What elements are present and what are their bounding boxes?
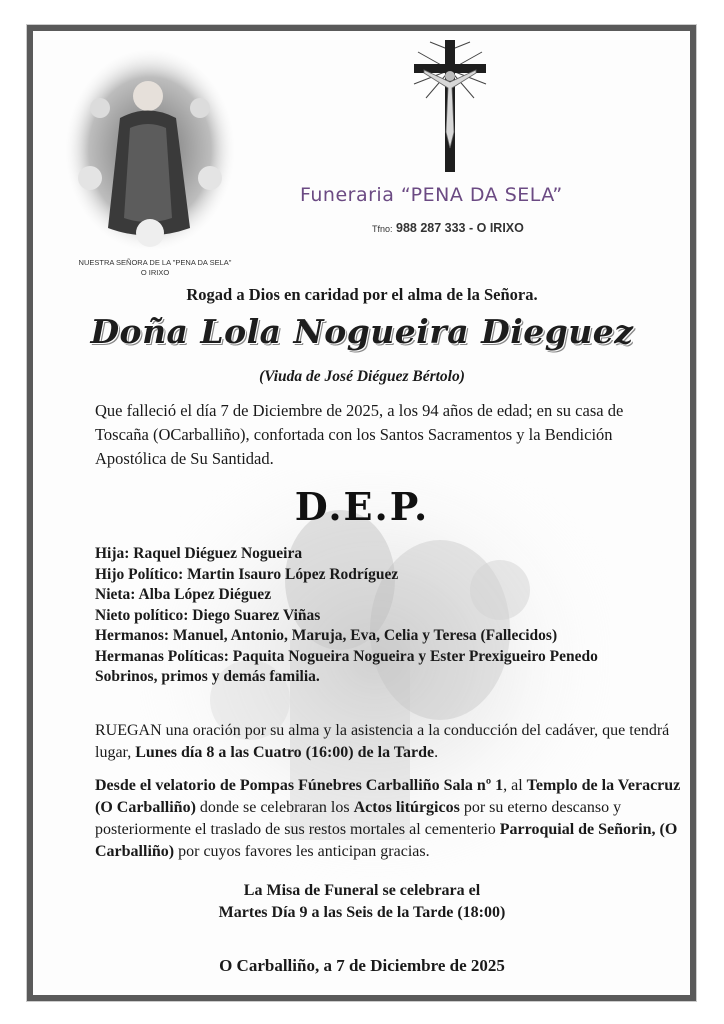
ruegan-paragraph: [95, 720, 685, 764]
virgin-caption-line2: O IRIXO: [140, 268, 170, 277]
crucifix-icon: [410, 40, 490, 172]
family-item: Sobrinos, primos y demás familia.: [95, 668, 320, 685]
actos-liturgicos: Actos litúrgicos: [353, 799, 460, 816]
death-statement: Que falleció el día 7 de Diciembre de 2025, a los 94 años de edad; en su casa de Toscaña (OCarballiño), confortada con los Santos Sacramentos y la Bendición Apostólica de Su Santidad.: [95, 401, 624, 468]
virgin-image: [60, 48, 240, 253]
templo: Templo de la Veracruz (O Carballiño): [95, 777, 681, 816]
ruegan-word: RUEGAN: [95, 722, 162, 739]
virgin-caption: [40, 258, 270, 278]
phone-line: [372, 221, 622, 235]
desde-text-3: por su eterno descanso y posteriormente el traslado de sus restos mortales al cementerio: [95, 799, 622, 838]
desde-paragraph: [95, 775, 685, 863]
misa-line1: La Misa de Funeral se celebrara el: [243, 882, 481, 899]
family-item: Hija: Raquel Diéguez Nogueira: [95, 545, 303, 562]
dep-heading: D.E.P.: [294, 484, 430, 529]
deceased-name: Doña Lola Nogueira Dieguez: [90, 312, 634, 351]
misa-announcement: [40, 880, 684, 924]
cementerio: Parroquial de Señorin, (O Carballiño): [95, 821, 678, 860]
desde-text-1: , al: [503, 777, 527, 794]
family-item: Nieto político: Diego Suarez Viñas: [95, 606, 321, 624]
family-item: Hermanas Políticas: Paquita Nogueira Nogueira y Ester Prexigueiro Penedo: [95, 647, 598, 665]
ruegan-time: Lunes día 8 a las Cuatro (16:00) de la Tarde: [135, 744, 435, 761]
desde-text-2: donde se celebraran los: [195, 799, 354, 816]
prayer-request: Rogad a Dios en caridad por el alma de la Señora.: [186, 285, 538, 304]
family-list: [95, 544, 670, 688]
phone-number: 988 287 333 - O IRIXO: [396, 221, 524, 235]
virgin-caption-line1: NUESTRA SEÑORA DE LA "PENA DA SELA": [78, 258, 232, 267]
family-item: Nieta: Alba López Diéguez: [95, 586, 272, 603]
ruegan-text: una oración por su alma y la asistencia a la conducción del cadáver, que tendrá lugar,: [95, 722, 670, 761]
misa-line2: Martes Día 9 a las Seis de la Tarde (18:00): [218, 904, 506, 921]
place-date: O Carballiño, a 7 de Diciembre de 2025: [219, 956, 505, 975]
family-item: Hermanos: Manuel, Antonio, Maruja, Eva, Celia y Teresa (Fallecidos): [95, 627, 558, 644]
family-item: Hijo Político: Martin Isauro López Rodríguez: [95, 565, 399, 583]
widow-of: (Viuda de José Diéguez Bértolo): [259, 368, 465, 385]
desde-text-4: por cuyos favores les anticipan gracias.: [174, 843, 430, 860]
velatorio: Desde el velatorio de Pompas Fúnebres Carballiño Sala nº 1: [95, 777, 504, 794]
funeraria-name: Funeraria “PENA DA SELA”: [300, 184, 563, 206]
phone-label: Tfno:: [372, 224, 393, 234]
ruegan-end: .: [434, 744, 439, 761]
